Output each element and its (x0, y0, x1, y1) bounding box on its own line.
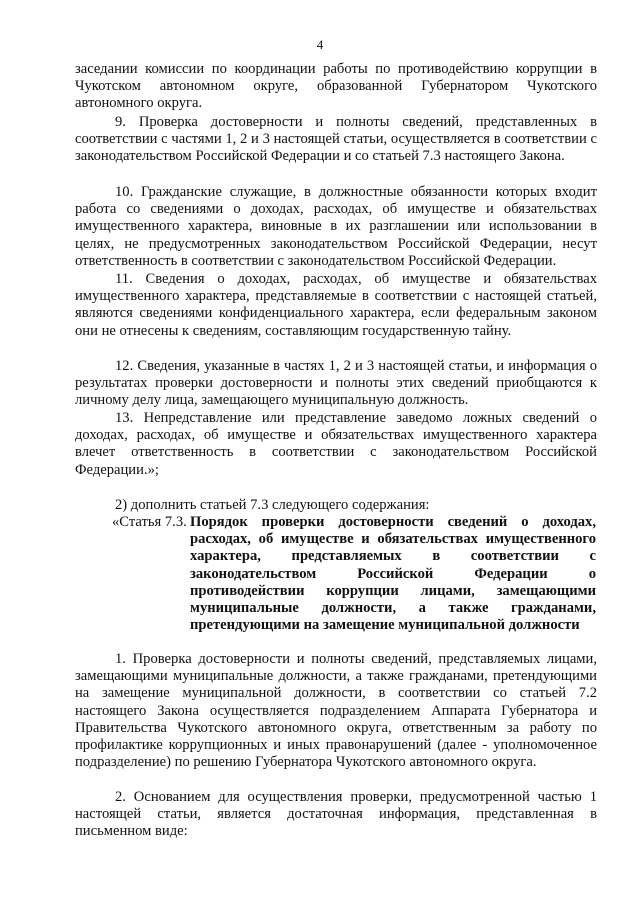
paragraph-12: 12. Сведения, указанные в частях 1, 2 и 3 настоящей статьи, и информация о результатах проверки достоверности и полноты этих сведений приобщаются к личному делу лица, замещающего муниципальную должность. (75, 358, 597, 409)
paragraph-10: 10. Гражданские служащие, в должностные обязанности которых входит работа со сведениями о доходах, расходах, об имуществе и обязательствах имущественного характера, виновные в их разглашении или использовании в целях, не предусмотренных законодательством Российской Федерации, несут ответственность в соответствии с законодательством Российской Федерации. (75, 184, 597, 269)
article-point-1: 1. Проверка достоверности и полноты сведений, представляемых лицами, замещающими муниципальные должности, а также гражданами, претендующими на замещение муниципальной должности, в соответствии со статьей 7.2 настоящего Закона осуществляется подразделением Аппарата Губернатора и Правительства Чукотского автономного округа, ответственным за работу по профилактике коррупционных и иных правонарушений (далее - уполномоченное подразделение) по решению Губернатора Чукотского автономного округа. (75, 651, 597, 771)
page-number: 4 (316, 37, 324, 52)
article-number: «Статья 7.3. (112, 514, 187, 530)
article-title: Порядок проверки достоверности сведений о доходах, расходах, об имуществе и обязательствах имущественного характера, представляемых в соответствии с законодательством Российской Федерации о противодействии коррупции лицами, замещающими муниципальные должности, а также гражданами, претендующими на замещение муниципальной должности (190, 514, 596, 634)
paragraph-11: 11. Сведения о доходах, расходах, об имуществе и обязательствах имущественного характера, представляемые в соответствии с настоящей статьей, являются сведениями конфиденциального характера, если федеральным законом они не отнесены к сведениям, составляющим государственную тайну. (75, 271, 597, 339)
article-point-2: 2. Основанием для осуществления проверки, предусмотренной частью 1 настоящей статьи, является достаточная информация, представленная в письменном виде: (75, 789, 597, 840)
paragraph-continuation: заседании комиссии по координации работы по противодействию коррупции в Чукотском автономном округе, образованной Губернатором Чукотского автономного округа. (75, 61, 597, 112)
paragraph-9: 9. Проверка достоверности и полноты сведений, представленных в соответствии с частями 1, 2 и 3 настоящей статьи, осуществляется в соответствии с законодательством Российской Федерации и со статьей 7.3 настоящего Закона. (75, 114, 597, 165)
paragraph-13: 13. Непредставление или представление заведомо ложных сведений о доходах, расходах, об имуществе и обязательствах имущественного характера влечет ответственность в соответствии с законодательством Российской Федерации.»; (75, 410, 597, 478)
amendment-item-2: 2) дополнить статьей 7.3 следующего содержания: (115, 497, 430, 513)
